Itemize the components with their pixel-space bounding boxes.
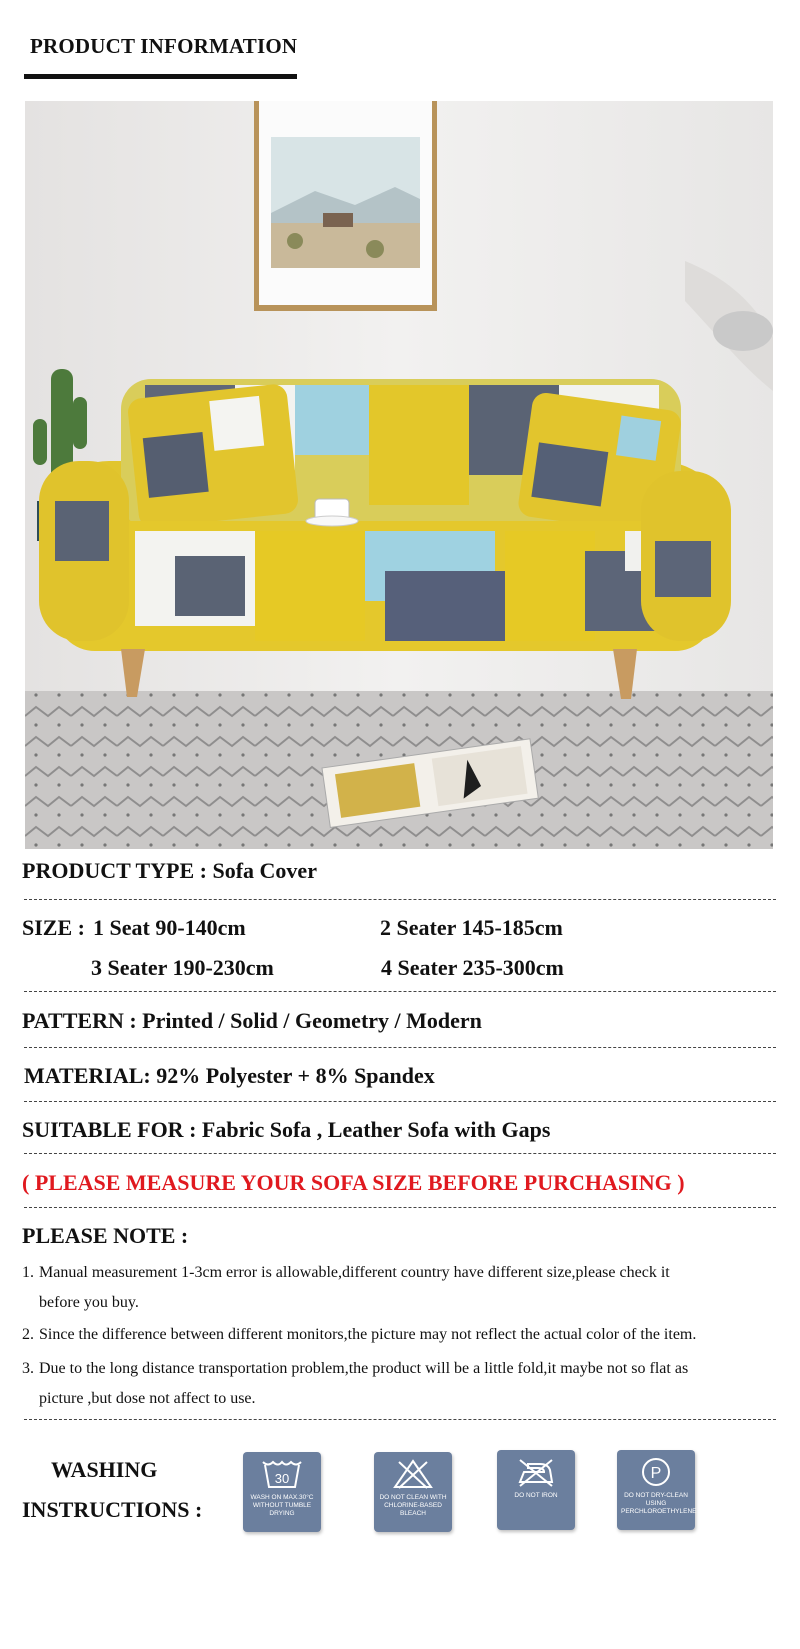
note-number: 3. [22, 1360, 34, 1377]
icon-caption: WASH ON MAX.30°C WITHOUT TUMBLE DRYING [250, 1494, 314, 1517]
title-underline [24, 74, 297, 79]
size-3-seater: 3 Seater 190-230cm [91, 955, 274, 980]
icon-caption: DO NOT CLEAN WITH CHLORINE-BASED BLEACH [379, 1494, 447, 1517]
note-text: picture ,but dose not affect to use. [39, 1390, 256, 1407]
divider [24, 1419, 776, 1420]
size-2-seater: 2 Seater 145-185cm [380, 915, 563, 940]
note-text: Due to the long distance transportation problem,the product will be a little fold,it maybe not so flat as [39, 1360, 689, 1377]
divider [24, 991, 776, 992]
size-1-seat: 1 Seat 90-140cm [93, 915, 246, 940]
no-dry-clean-icon [617, 1450, 695, 1530]
measure-warning: ( PLEASE MEASURE YOUR SOFA SIZE BEFORE PURCHASING ) [22, 1170, 685, 1195]
divider [24, 1047, 776, 1048]
no-iron-icon [497, 1450, 575, 1530]
please-note-title: PLEASE NOTE : [22, 1223, 189, 1248]
product-photo [25, 101, 773, 849]
pattern: PATTERN : Printed / Solid / Geometry / Modern [22, 1008, 482, 1033]
material: MATERIAL: 92% Polyester + 8% Spandex [24, 1063, 435, 1088]
note-number: 2. [22, 1326, 34, 1343]
note-text: before you buy. [39, 1294, 139, 1311]
divider [24, 1153, 776, 1154]
divider [24, 1207, 776, 1208]
dry-clean-letter: P [650, 1465, 662, 1482]
note-number: 1. [22, 1264, 34, 1281]
section-title: PRODUCT INFORMATION [30, 34, 298, 58]
instructions-label: INSTRUCTIONS : [22, 1497, 203, 1522]
note-text: Manual measurement 1-3cm error is allowable,different country have different size,please check it [39, 1264, 670, 1281]
divider [24, 1101, 776, 1102]
product-type: PRODUCT TYPE : Sofa Cover [22, 858, 317, 883]
no-bleach-icon [374, 1452, 452, 1532]
suitable-for: SUITABLE FOR : Fabric Sofa , Leather Sofa with Gaps [22, 1117, 551, 1142]
wash-temp: 30 [274, 1471, 290, 1486]
divider [24, 899, 776, 900]
icon-caption: DO NOT DRY-CLEAN USING PERCHLOROETHYLENE [621, 1492, 697, 1515]
wash-30-icon [243, 1452, 321, 1532]
icon-caption: DO NOT IRON [514, 1492, 558, 1499]
washing-label: WASHING [51, 1457, 158, 1482]
note-text: Since the difference between different monitors,the picture may not reflect the actual color of the item. [39, 1326, 697, 1343]
size-4-seater: 4 Seater 235-300cm [381, 955, 564, 980]
size-label: SIZE : [22, 915, 85, 940]
